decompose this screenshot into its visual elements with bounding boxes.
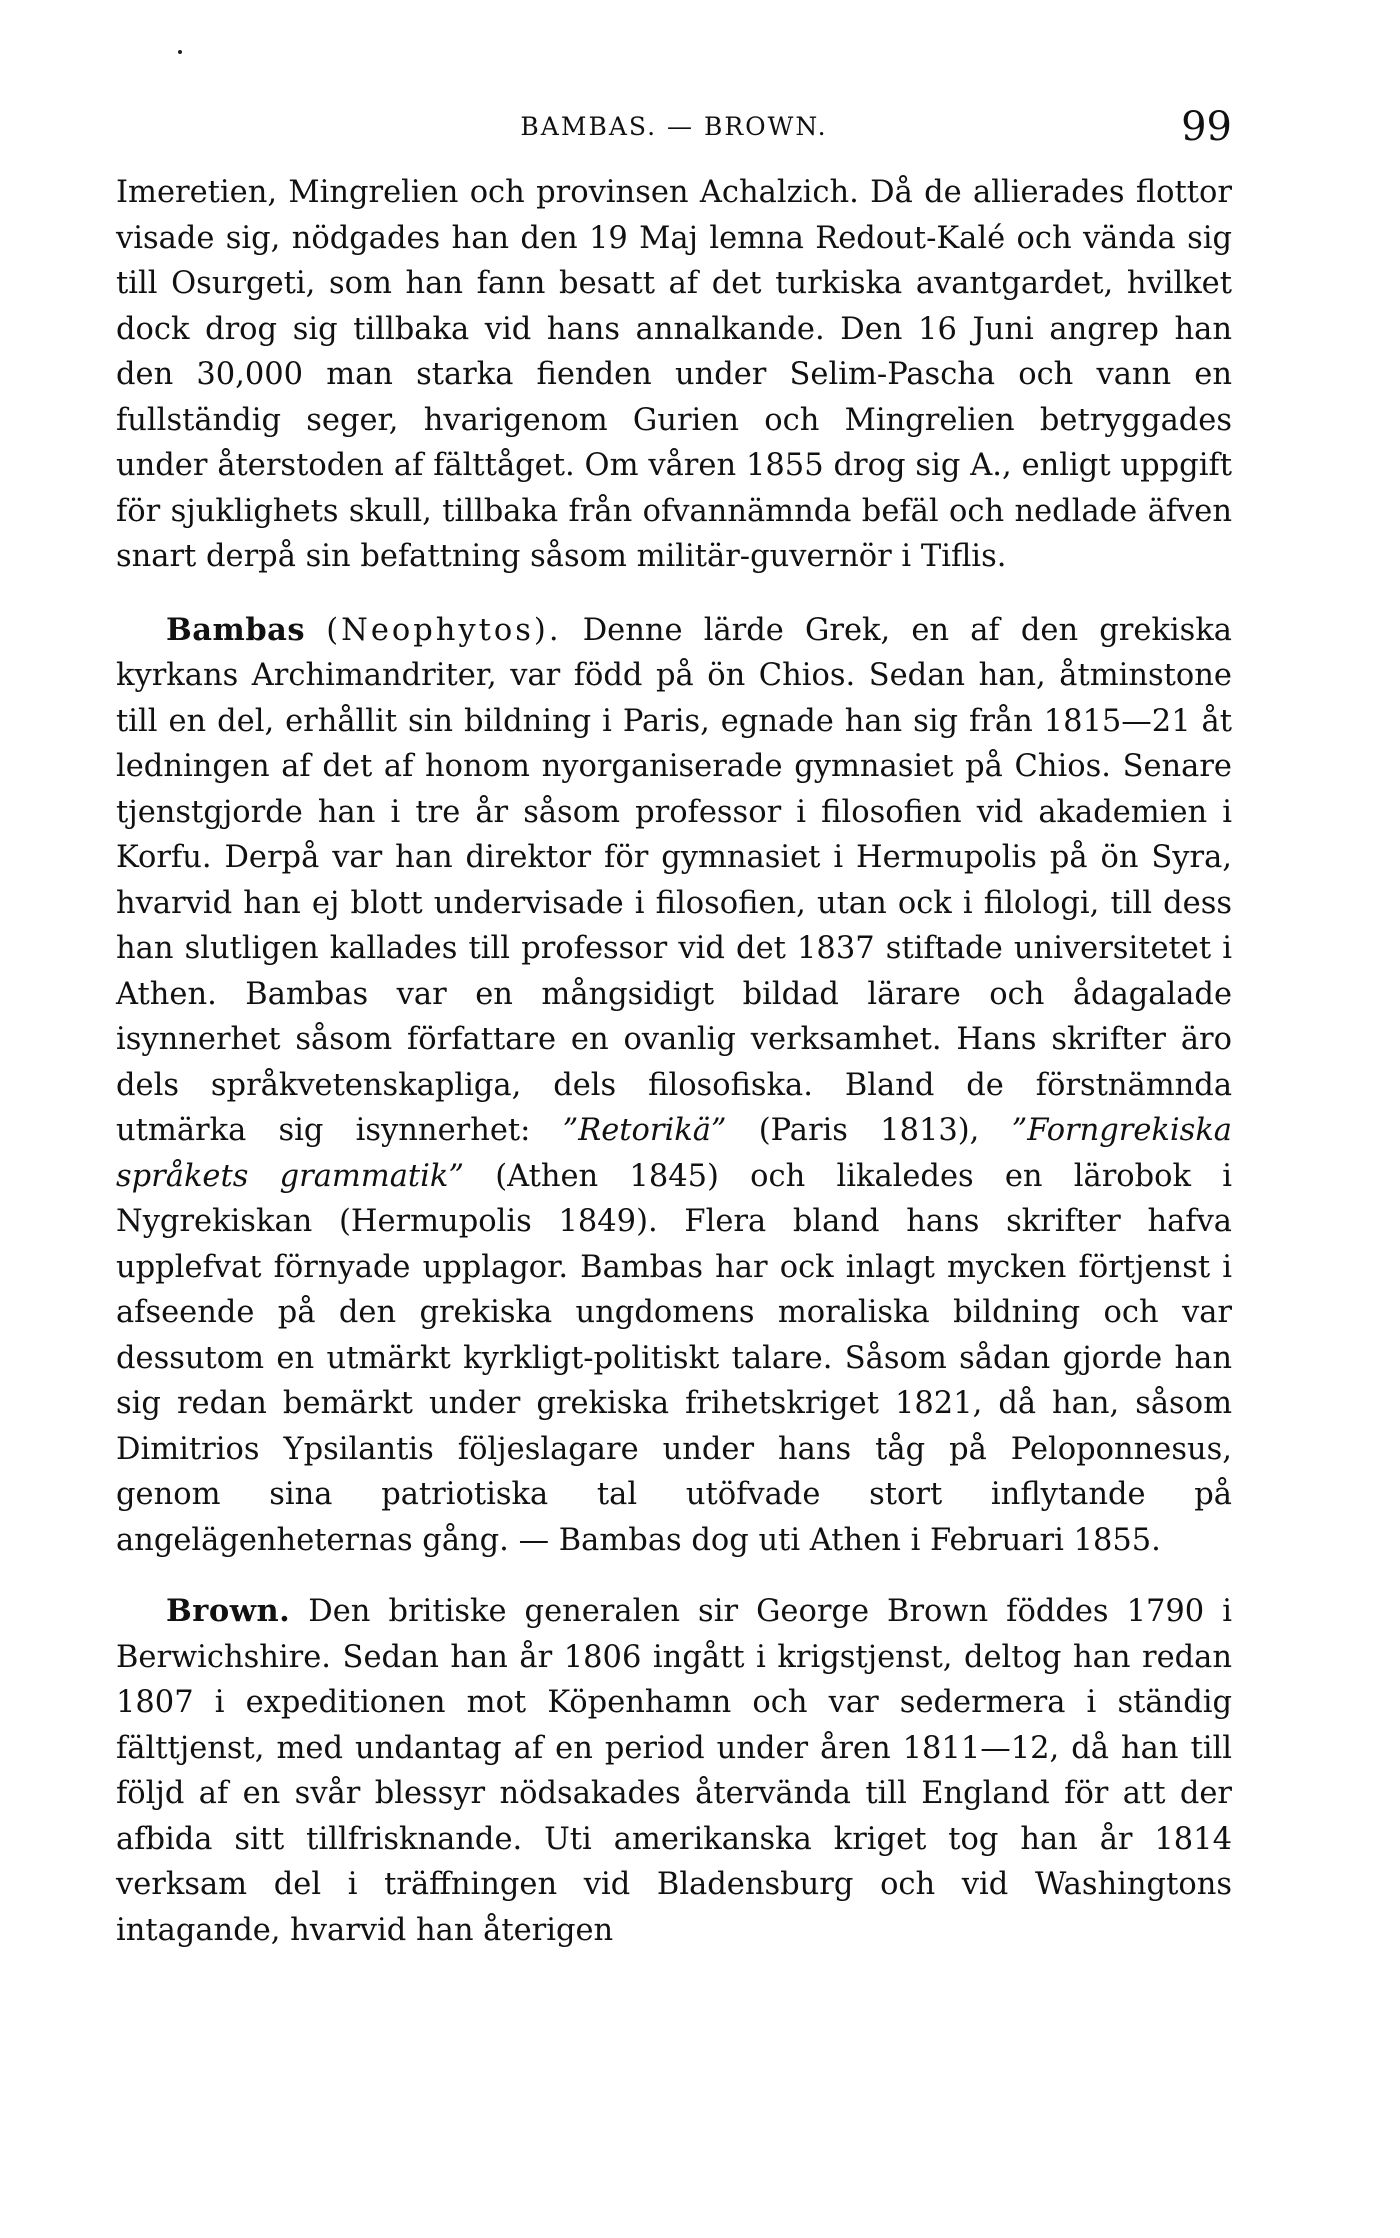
entry-text: Denne lärde Grek, en af den grekiska kyrkans Archimandriter, var född på ön Chios. Sedan han, åtminstone till en del, erhållit sin bildning i Paris, egnade han sig från 1815—21 åt ledningen af det af honom nyorganiserade gymnasiet på Chios. Senare tjenstgjorde han i tre år såsom professor i filosofien vid akademien i Korfu. Derpå var han direktor för gymnasiet i Hermupolis på ön Syra, hvarvid han ej blott undervisade i filosofien, utan ock i filologi, till dess han slutligen kallades till professor vid det 1837 stiftade universitetet i Athen. Bambas var en mångsidigt bildad lärare och ådagalade isynnerhet såsom författare en ovanlig verksamhet. Hans skrifter äro dels språkvetenskapliga, dels filosofiska. Bland de förstnämnda utmärka sig isynnerhet:: [116, 612, 1232, 1148]
paragraph-continuation: Imeretien, Mingrelien och provinsen Achalzich. Då de allierades flottor visade sig, nödgades han den 19 Maj lemna Redout-Kalé och vända sig till Osurgeti, som han fann besatt af det turkiska avantgardet, hvilket dock drog sig tillbaka vid hans annalkande. Den 16 Juni angrep han den 30,000 man starka fienden under Selim-Pascha och vann en fullständig seger, hvarigenom Gurien och Mingrelien betryggades under återstoden af fälttåget. Om våren 1855 drog sig A., enligt uppgift för sjuklighets skull, tillbaka från ofvannämnda befäl och nedlade äfven snart derpå sin befattning såsom militär-guvernör i Tiflis.: [116, 175, 1232, 574]
print-speck: [178, 50, 182, 54]
entry-name: (Neophytos).: [326, 612, 562, 648]
entry-bambas: [116, 608, 1232, 1564]
entry-brown: [116, 1589, 1232, 1953]
entry-text: (Paris 1813),: [726, 1113, 1012, 1148]
work-title: ”Retorikä”: [562, 1113, 727, 1148]
page-header: [116, 104, 1232, 164]
entry-text: (Athen 1845) och likaledes en lärobok i Nygrekiskan (Hermupolis 1849). Flera bland hans skrifter hafva upplefvat förnyade upplagor. Bambas har ock inlagt mycken förtjenst i afseende på den grekiska ungdomens moraliska bildning och var dessutom en utmärkt kyrkligt-politiskt talare. Såsom sådan gjorde han sig redan bemärkt under grekiska frihetskriget 1821, då han, såsom Dimitrios Ypsilantis följeslagare under hans tåg på Peloponnesus, genom sina patriotiska tal utöfvade stort inflytande på angelägenheternas gång. — Bambas dog uti Athen i Februari 1855.: [116, 1158, 1232, 1558]
page-number: 99: [1181, 104, 1232, 150]
entry-text: Den britiske generalen sir George Brown föddes 1790 i Berwichshire. Sedan han år 1806 ingått i krigstjenst, deltog han redan 1807 i expeditionen mot Köpenhamn och var sedermera i ständig fälttjenst, med undantag af en period under åren 1811—12, då han till följd af en svår blessyr nödsakades återvända till England för att der afbida sitt tillfrisknande. Uti amerikanska kriget tog han år 1814 verksam del i träffningen vid Bladensburg och vid Washingtons intagande, hvarvid han återigen: [116, 1594, 1232, 1948]
page-body: [116, 170, 1232, 1953]
headword-bambas: Bambas: [166, 611, 306, 648]
work-title: ”Forngrekiska språkets grammatik”: [116, 1113, 1232, 1194]
running-title: BAMBAS. — BROWN.: [520, 112, 828, 141]
headword-brown: Brown.: [166, 1593, 291, 1629]
